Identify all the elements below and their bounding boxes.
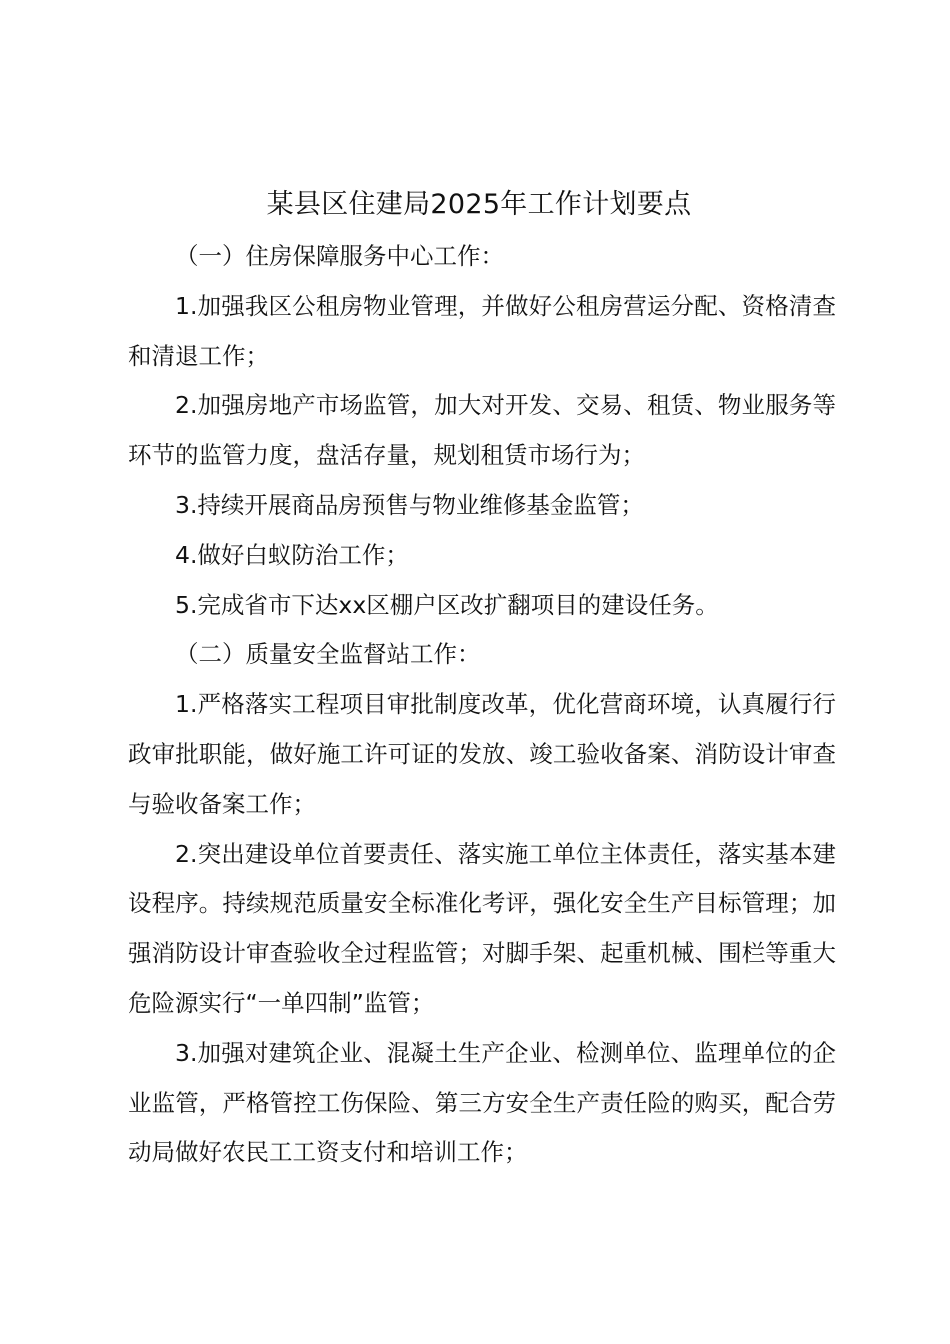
section-heading-quality-safety: （二）质量安全监督站工作： bbox=[175, 640, 481, 669]
list-item: 2.突出建设单位首要责任、落实施工单位主体责任，落实基本建设程序。持续规范质量安全标准化考评，强化安全生产目标管理；加强消防设计审查验收全过程监管；对脚手架、起重机械、围栏等重大危险源实行“一单四制”监管； bbox=[128, 839, 836, 1017]
document-body bbox=[128, 232, 836, 1178]
list-item: 5.完成省市下达xx区棚户区改扩翻项目的建设任务。 bbox=[175, 590, 719, 619]
list-item: 1.加强我区公租房物业管理，并做好公租房营运分配、资格清查和清退工作； bbox=[128, 291, 836, 370]
document-title: 某县区住建局2025年工作计划要点 bbox=[266, 189, 692, 220]
section-heading-housing: （一）住房保障服务中心工作： bbox=[175, 242, 504, 270]
list-item: 4.做好白蚁防治工作； bbox=[175, 540, 409, 569]
list-item: 3.加强对建筑企业、混凝土生产企业、检测单位、监理单位的企业监管，严格管控工伤保险、第三方安全生产责任险的购买，配合劳动局做好农民工工资支付和培训工作； bbox=[128, 1038, 836, 1167]
list-item: 1.严格落实工程项目审批制度改革，优化营商环境，认真履行行政审批职能，做好施工许可证的发放、竣工验收备案、消防设计审查与验收备案工作； bbox=[128, 690, 836, 818]
list-item: 2.加强房地产市场监管，加大对开发、交易、租赁、物业服务等环节的监管力度，盘活存量，规划租赁市场行为； bbox=[128, 391, 836, 470]
list-item: 3.持续开展商品房预售与物业维修基金监管； bbox=[175, 490, 644, 519]
